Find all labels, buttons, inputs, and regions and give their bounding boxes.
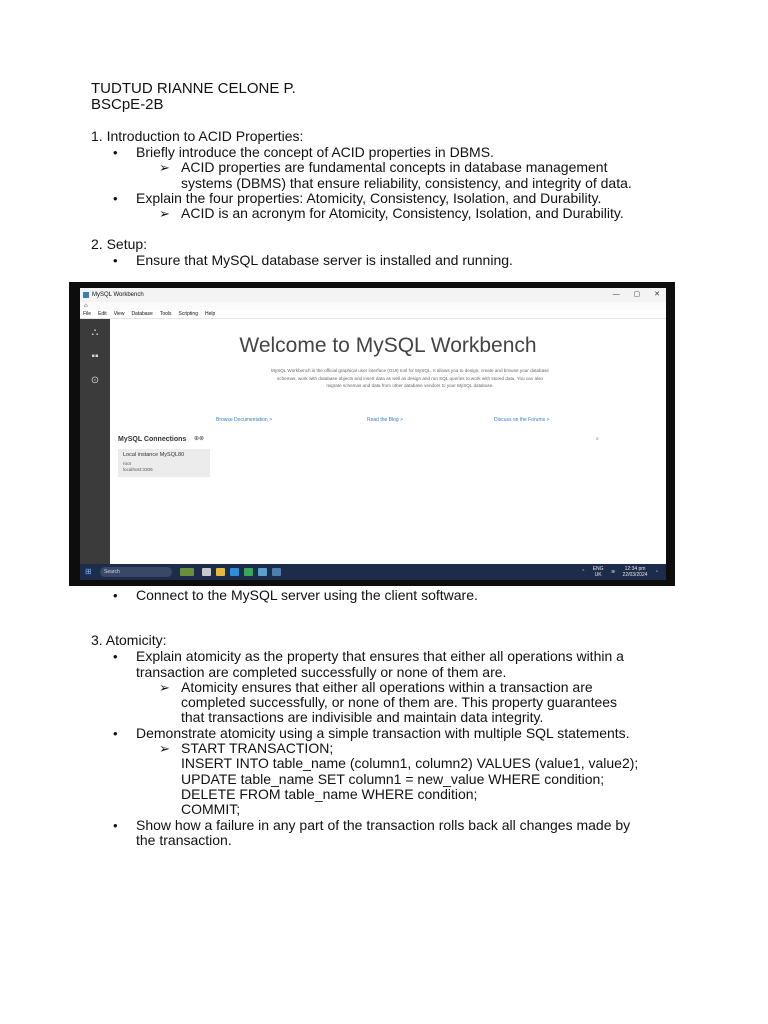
chevron-up-icon[interactable]: ⌃ [581, 569, 586, 575]
maximize-icon[interactable]: ▢ [633, 291, 641, 298]
chrome-icon[interactable] [244, 568, 253, 576]
sql-line-1: START TRANSACTION; [181, 740, 334, 756]
window-titlebar [80, 288, 666, 302]
menu-database[interactable]: Database [131, 311, 153, 317]
sec3-sub-1c: that transactions are indivisible and maintain data integrity. [181, 709, 544, 725]
tile-name: Local instance MySQL80 [123, 452, 185, 458]
welcome-heading: Welcome to MySQL Workbench [239, 334, 537, 357]
bullet-icon: • [113, 145, 118, 160]
student-section: BSCpE-2B [91, 96, 164, 113]
add-connection-icon[interactable]: ⊕⊗ [194, 436, 205, 442]
menu-scripting[interactable]: Scripting [178, 311, 198, 317]
arrow-bullet-icon: ➢ [159, 680, 170, 695]
system-tray [575, 564, 658, 580]
workbench-app-icon [83, 292, 89, 298]
taskbar-search[interactable]: Search [100, 567, 172, 577]
welcome-description: MySQL Workbench is the official graphical user interface (GUI) tool for MySQL. It allows you to design, create and browse your database schemas, work with database objects and insert data as well as design and run SQL queries to work with stored data. You can also migrate schemas and data from other database vendors to your MySQL database. [271, 368, 549, 389]
sec3-bullet-1b: transaction are completed successfully or none of them are. [136, 664, 507, 680]
forums-link[interactable]: Discuss on the Forums > [494, 417, 550, 423]
wifi-icon[interactable]: ≋ [610, 569, 616, 575]
sec3-bullet-1a: Explain atomicity as the property that ensures that either all operations within a [136, 648, 624, 664]
workbench-sidebar [80, 319, 110, 564]
menu-help[interactable]: Help [204, 311, 216, 317]
close-icon[interactable]: ✕ [654, 291, 660, 298]
notification-icon[interactable]: ◔ [654, 569, 658, 575]
menu-view[interactable]: View [113, 311, 125, 317]
menu-file[interactable]: File [83, 311, 92, 317]
arrow-bullet-icon: ➢ [159, 160, 170, 175]
read-blog-link[interactable]: Read the Blog > [367, 417, 403, 423]
window-title: MySQL Workbench [92, 292, 144, 298]
workbench-taskbar-icon[interactable] [272, 568, 281, 576]
tile-user: root [123, 461, 131, 466]
sec1-sub-2a: ACID is an acronym for Atomicity, Consistency, Isolation, and Durability. [181, 205, 624, 221]
sec1-bullet-1: Briefly introduce the concept of ACID properties in DBMS. [136, 144, 494, 160]
widget-icon[interactable] [180, 568, 194, 576]
welcome-panel [110, 319, 666, 564]
sql-line-3: UPDATE table_name SET column1 = new_value WHERE condition; [181, 771, 605, 787]
section-1-title: 1. Introduction to ACID Properties: [91, 128, 304, 144]
tray-region[interactable]: UK [594, 571, 602, 578]
sec3-sub-1b: completed successfully, or none of them are. This property guarantees [181, 694, 618, 710]
sql-line-5: COMMIT; [181, 801, 241, 817]
tray-date[interactable]: 22/03/2024 [622, 571, 648, 578]
menu-tools[interactable]: Tools [159, 311, 172, 317]
file-explorer-icon[interactable] [216, 568, 225, 576]
section-3-title: 3. Atomicity: [91, 632, 167, 648]
mysql-workbench-screenshot [69, 282, 675, 586]
windows-start-icon[interactable]: ⊞ [85, 567, 92, 576]
sql-line-2: INSERT INTO table_name (column1, column2) VALUES (value1, value2); [181, 755, 639, 771]
bullet-icon: • [113, 253, 118, 268]
dolphin-home-icon[interactable]: ⛬ [91, 327, 99, 338]
sec2-bullet-1: Ensure that MySQL database server is installed and running. [136, 252, 513, 268]
bullet-icon: • [113, 649, 118, 664]
sec3-bullet-3a: Show how a failure in any part of the transaction rolls back all changes made by [136, 817, 631, 833]
models-icon[interactable]: ▪▪ [91, 351, 99, 362]
sec1-sub-1a: ACID properties are fundamental concepts in database management [181, 159, 608, 175]
section-2-title: 2. Setup: [91, 236, 148, 252]
sec1-bullet-2: Explain the four properties: Atomicity, Consistency, Isolation, and Durability. [136, 190, 602, 206]
menu-bar [80, 310, 666, 319]
bullet-icon: • [113, 191, 118, 206]
tile-host: localhost:3306 [123, 467, 153, 472]
minimize-icon[interactable]: — [612, 291, 620, 298]
connection-tile[interactable] [118, 449, 210, 477]
sec3-bullet-3b: the transaction. [136, 832, 232, 848]
workbench-window [80, 288, 666, 564]
bullet-icon: • [113, 726, 118, 741]
connections-title: MySQL Connections [118, 436, 187, 443]
search-icon[interactable]: ⌕ [596, 436, 599, 442]
student-name: TUDTUD RIANNE CELONE P. [91, 80, 296, 97]
arrow-bullet-icon: ➢ [159, 741, 170, 756]
windows-taskbar [80, 564, 666, 580]
tray-language[interactable]: ENG [592, 565, 604, 572]
bullet-icon: • [113, 588, 118, 603]
sec1-sub-1b: systems (DBMS) that ensure reliability, consistency, and integrity of data. [181, 175, 632, 191]
tray-time[interactable]: 12:34 pm [624, 565, 646, 572]
task-view-icon[interactable] [202, 568, 211, 576]
app-icon[interactable] [258, 568, 267, 576]
sql-line-4: DELETE FROM table_name WHERE condition; [181, 786, 478, 802]
home-tab-icon[interactable]: ⌂ [84, 303, 88, 309]
bullet-icon: • [113, 818, 118, 833]
tab-row [80, 302, 666, 310]
menu-edit[interactable]: Edit [98, 311, 107, 317]
migration-icon[interactable]: ⊙ [90, 375, 100, 386]
sec2-bullet-2: Connect to the MySQL server using the client software. [136, 587, 478, 603]
sec3-bullet-2: Demonstrate atomicity using a simple transaction with multiple SQL statements. [136, 725, 630, 741]
arrow-bullet-icon: ➢ [159, 206, 170, 221]
edge-icon[interactable] [230, 568, 239, 576]
browse-docs-link[interactable]: Browse Documentation > [216, 417, 273, 423]
sec3-sub-1a: Atomicity ensures that either all operations within a transaction are [181, 679, 593, 695]
